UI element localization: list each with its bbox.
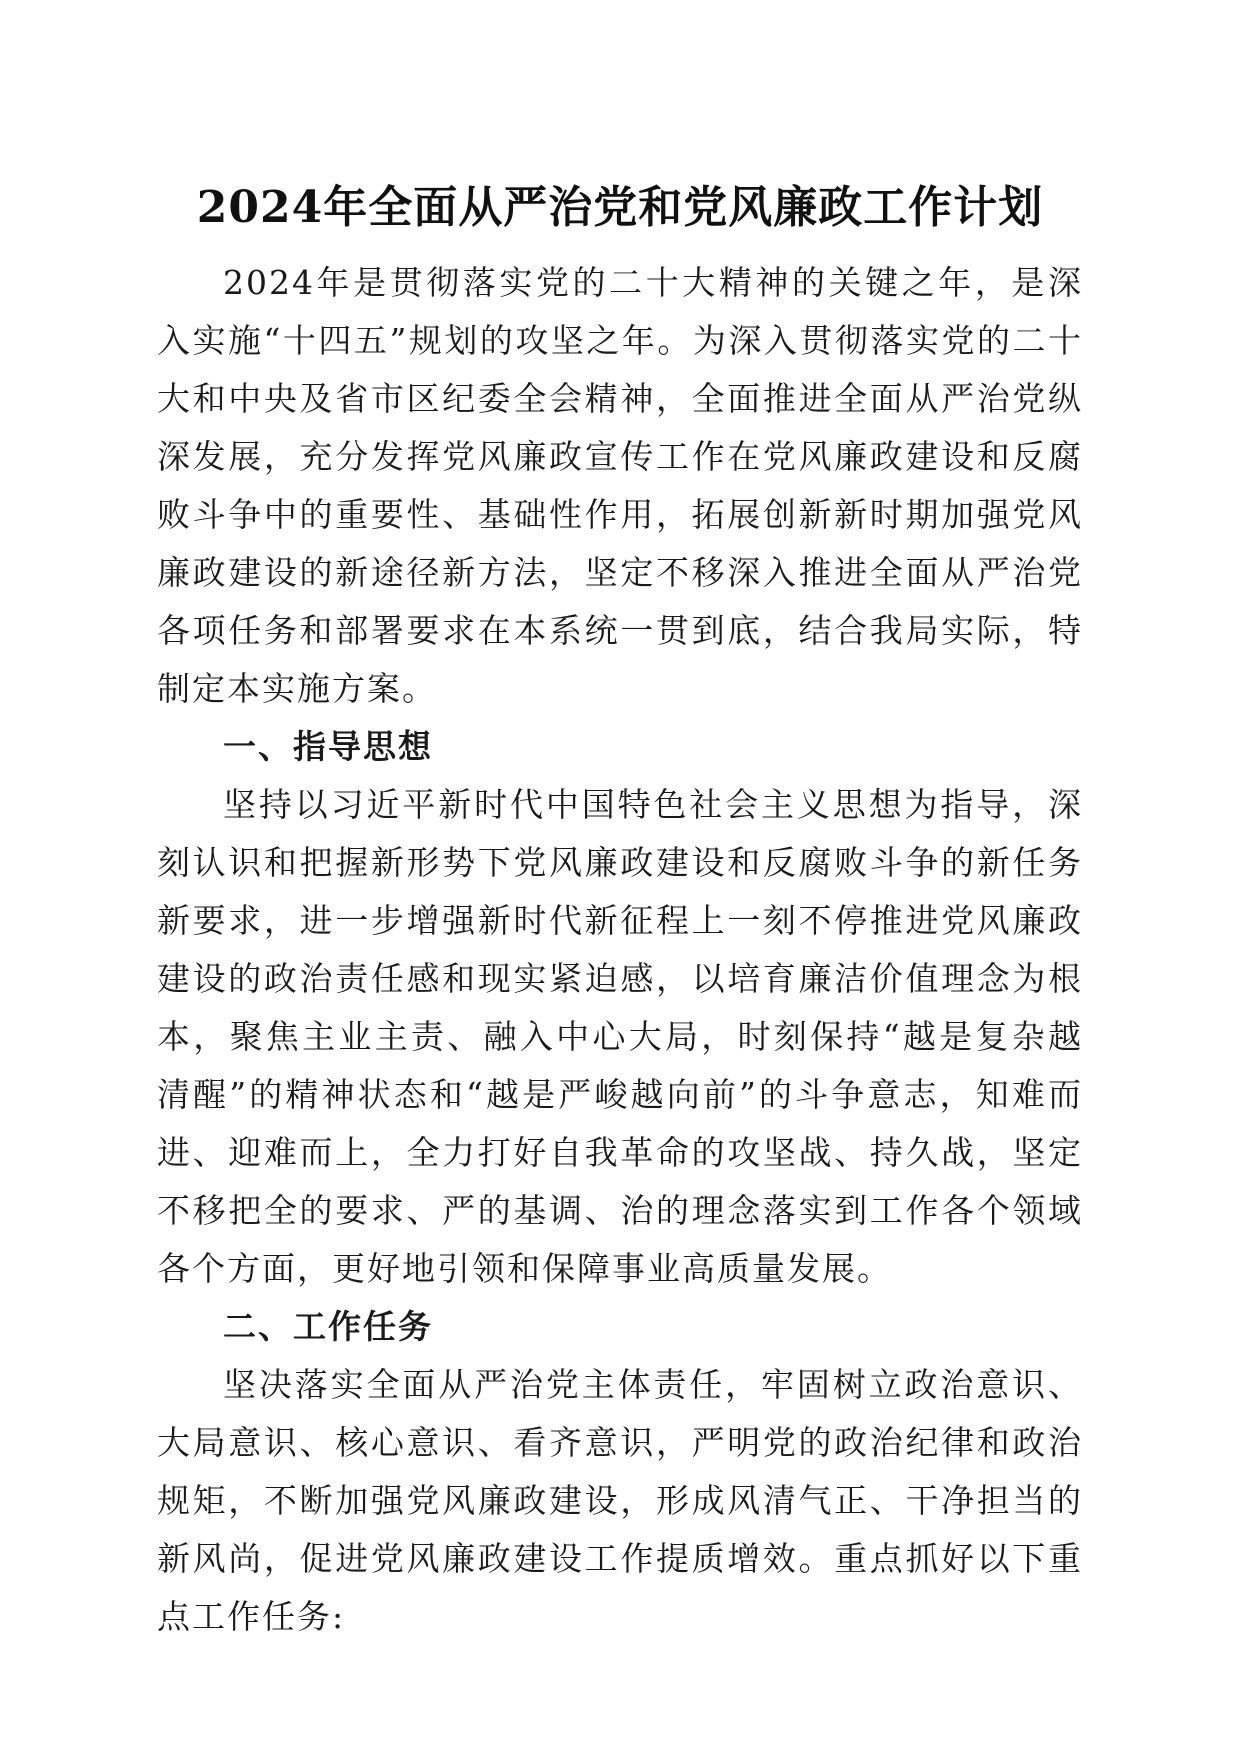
- section-heading-work-tasks: 二、工作任务: [223, 1307, 433, 1346]
- section-body-guiding-ideology: 坚持以习近平新时代中国特色社会主义思想为指导，深刻认识和把握新形势下党风廉政建设和反腐败斗争的新任务新要求，进一步增强新时代新征程上一刻不停推进党风廉政建设的政治责任感和现实紧迫感，以培育廉洁价值理念为根本，聚焦主业主责、融入中心大局，时刻保持“越是复杂越清醒”的精神状态和“越是严峻越向前”的斗争意志，知难而进、迎难而上，全力打好自我革命的攻坚战、持久战，坚定不移把全的要求、严的基调、治的理念落实到工作各个领域各个方面，更好地引领和保障事业高质量发展。: [157, 785, 1083, 1288]
- document-title: 2024年全面从严治党和党风廉政工作计划: [196, 182, 1044, 233]
- intro-paragraph: 2024年是贯彻落实党的二十大精神的关键之年，是深入实施“十四五”规划的攻坚之年。为深入贯彻落实党的二十大和中央及省市区纪委全会精神，全面推进全面从严治党纵深发展，充分发挥党风廉政宣传工作在党风廉政建设和反腐败斗争中的重要性、基础性作用，拓展创新新时期加强党风廉政建设的新途径新方法，坚定不移深入推进全面从严治党各项任务和部署要求在本系统一贯到底，结合我局实际，特制定本实施方案。: [157, 263, 1083, 708]
- section-heading-guiding-ideology: 一、指导思想: [223, 727, 433, 766]
- document-body: [157, 170, 1083, 1646]
- section-body-work-tasks: 坚决落实全面从严治党主体责任，牢固树立政治意识、大局意识、核心意识、看齐意识，严明党的政治纪律和政治规矩，不断加强党风廉政建设，形成风清气正、干净担当的新风尚，促进党风廉政建设工作提质增效。重点抓好以下重点工作任务:: [157, 1365, 1083, 1636]
